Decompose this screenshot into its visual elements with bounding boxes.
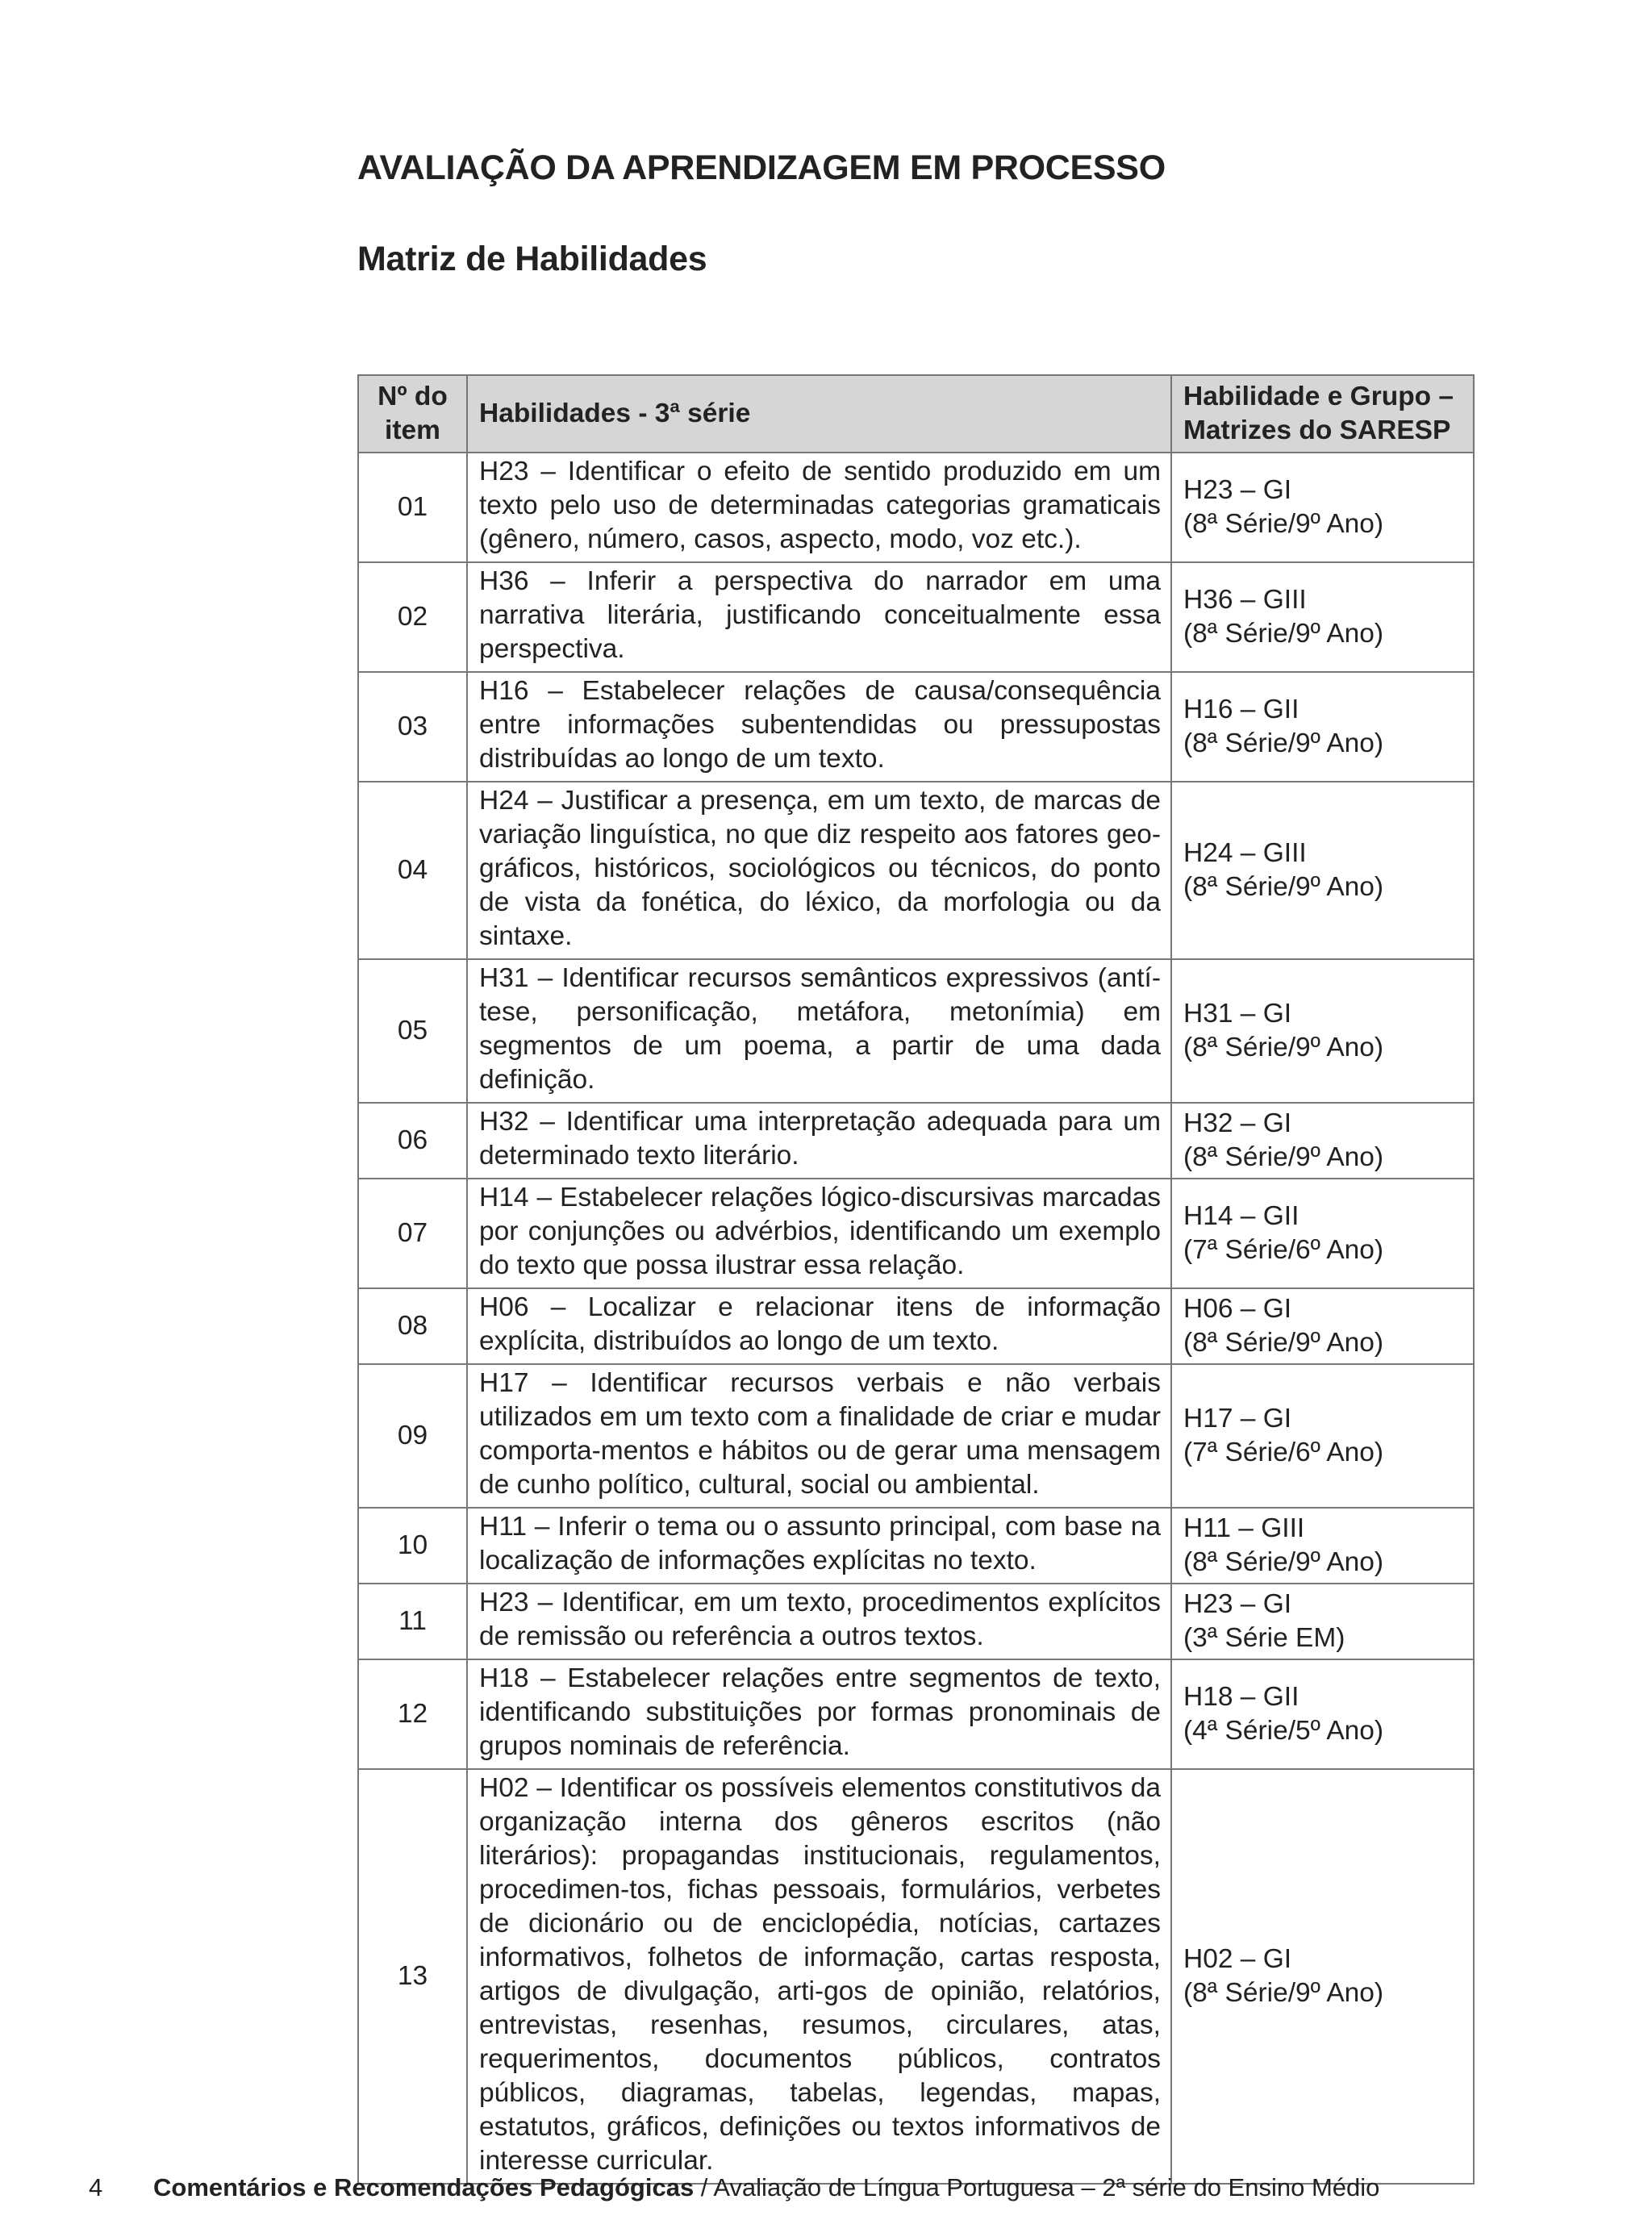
skill-group-code: H31 – GI — [1183, 999, 1292, 1029]
table-row — [358, 1364, 1474, 1508]
skill-group-grade: (8ª Série/9º Ano) — [1183, 1328, 1384, 1358]
skill-description-cell: H18 – Estabelecer relações entre segmentos de texto, identificando substituições por formas pronominais de grupos nominais de referência. — [467, 1659, 1171, 1769]
skill-group-cell — [1171, 562, 1474, 672]
skill-description-cell: H06 – Localizar e relacionar itens de informação explícita, distribuídos ao longo de um texto. — [467, 1288, 1171, 1364]
skill-group-cell — [1171, 782, 1474, 959]
table-row — [358, 453, 1474, 562]
skill-group-code: H36 – GIII — [1183, 585, 1307, 615]
skill-group-cell — [1171, 1659, 1474, 1769]
skill-group-grade: (8ª Série/9º Ano) — [1183, 1142, 1384, 1172]
skill-description-cell: H23 – Identificar, em um texto, procedimentos explícitos de remissão ou referência a outros textos. — [467, 1584, 1171, 1659]
skill-group-cell — [1171, 453, 1474, 562]
skill-group-code: H06 – GI — [1183, 1294, 1292, 1324]
page-title: AVALIAÇÃO DA APRENDIZAGEM EM PROCESSO — [357, 148, 1166, 187]
table-row — [358, 1508, 1474, 1584]
item-number-cell: 06 — [358, 1103, 467, 1179]
skill-description-cell: H17 – Identificar recursos verbais e não verbais utilizados em um texto com a finalidade de criar e mudar comporta-mentos e hábitos ou de gerar uma mensagem de cunho político, cultural, social ou ambiental. — [467, 1364, 1171, 1508]
item-number-cell: 01 — [358, 453, 467, 562]
table-header-row — [358, 375, 1474, 453]
header-skills: Habilidades - 3ª série — [467, 375, 1171, 453]
footer-publication-title: Comentários e Recomendações Pedagógicas — [153, 2173, 695, 2201]
skill-description-cell: H11 – Inferir o tema ou o assunto principal, com base na localização de informações explícitas no texto. — [467, 1508, 1171, 1584]
skill-group-code: H18 – GII — [1183, 1682, 1299, 1712]
table-row — [358, 782, 1474, 959]
item-number-cell: 03 — [358, 672, 467, 782]
skill-group-code: H02 – GI — [1183, 1944, 1292, 1974]
skill-group-grade: (8ª Série/9º Ano) — [1183, 728, 1384, 758]
header-skill-group: Habilidade e Grupo – Matrizes do SARESP — [1171, 375, 1474, 453]
skill-group-cell — [1171, 1364, 1474, 1508]
page-subtitle: Matriz de Habilidades — [357, 240, 707, 278]
skill-description-cell: H31 – Identificar recursos semânticos expressivos (antí-tese, personificação, metáfora, metonímia) em segmentos de um poema, a partir de uma dada definição. — [467, 959, 1171, 1103]
skill-group-grade: (8ª Série/9º Ano) — [1183, 1033, 1384, 1062]
table-row — [358, 1103, 1474, 1179]
table-row — [358, 1769, 1474, 2184]
table-row — [358, 672, 1474, 782]
skill-description-cell: H14 – Estabelecer relações lógico-discursivas marcadas por conjunções ou advérbios, identificando um exemplo do texto que possa ilustrar essa relação. — [467, 1179, 1171, 1288]
skill-group-grade: (8ª Série/9º Ano) — [1183, 1978, 1384, 2008]
item-number-cell: 07 — [358, 1179, 467, 1288]
item-number-cell: 09 — [358, 1364, 467, 1508]
skill-description-cell: H36 – Inferir a perspectiva do narrador em uma narrativa literária, justificando conceitualmente essa perspectiva. — [467, 562, 1171, 672]
table-row — [358, 959, 1474, 1103]
item-number-cell: 11 — [358, 1584, 467, 1659]
item-number-cell: 12 — [358, 1659, 467, 1769]
skill-group-code: H23 – GI — [1183, 475, 1292, 505]
skill-group-code: H14 – GII — [1183, 1201, 1299, 1231]
skill-group-grade: (3ª Série EM) — [1183, 1623, 1345, 1653]
skills-matrix-table — [357, 374, 1475, 2185]
skill-group-code: H24 – GIII — [1183, 838, 1307, 868]
page-number: 4 — [89, 2173, 103, 2201]
item-number-cell: 10 — [358, 1508, 467, 1584]
skill-description-cell: H32 – Identificar uma interpretação adequada para um determinado texto literário. — [467, 1103, 1171, 1179]
table-row — [358, 1179, 1474, 1288]
skill-group-code: H16 – GII — [1183, 695, 1299, 724]
skill-description-cell: H16 – Estabelecer relações de causa/consequência entre informações subentendidas ou pressupostas distribuídas ao longo de um texto. — [467, 672, 1171, 782]
skill-description-cell: H02 – Identificar os possíveis elementos constitutivos da organização interna dos gêneros escritos (não literários): propagandas institucionais, regulamentos, procedimen-tos, fichas pessoais, formulários, verbetes de dicionário ou de enciclopédia, notícias, cartazes informativos, folhetos de informação, cartas resposta, artigos de divulgação, arti-gos de opinião, relatórios, entrevistas, resenhas, resumos, circulares, atas, requerimentos, documentos públicos, contratos públicos, diagramas, tabelas, legendas, mapas, estatutos, gráficos, definições ou textos informativos de interesse curricular. — [467, 1769, 1171, 2184]
skill-group-cell — [1171, 1103, 1474, 1179]
item-number-cell: 13 — [358, 1769, 467, 2184]
table-row — [358, 562, 1474, 672]
skill-group-cell — [1171, 1288, 1474, 1364]
skill-group-cell — [1171, 672, 1474, 782]
skill-description-cell: H24 – Justificar a presença, em um texto, de marcas de variação linguística, no que diz respeito aos fatores geo-gráficos, históricos, sociológicos ou técnicos, do ponto de vista da fonética, do léxico, da morfologia ou da sintaxe. — [467, 782, 1171, 959]
skill-group-grade: (4ª Série/5º Ano) — [1183, 1716, 1384, 1746]
item-number-cell: 02 — [358, 562, 467, 672]
skill-group-grade: (8ª Série/9º Ano) — [1183, 1547, 1384, 1577]
skill-group-grade: (8ª Série/9º Ano) — [1183, 619, 1384, 649]
skill-group-code: H23 – GI — [1183, 1589, 1292, 1619]
skill-group-cell — [1171, 1179, 1474, 1288]
item-number-cell: 08 — [358, 1288, 467, 1364]
page-footer — [89, 2173, 1379, 2202]
footer-publication-subtitle: / Avaliação de Língua Portuguesa – 2ª série do Ensino Médio — [694, 2173, 1380, 2201]
table-row — [358, 1659, 1474, 1769]
header-item-number: Nº do item — [358, 375, 467, 453]
skill-group-grade: (7ª Série/6º Ano) — [1183, 1438, 1384, 1467]
table-row — [358, 1288, 1474, 1364]
skill-group-grade: (7ª Série/6º Ano) — [1183, 1235, 1384, 1265]
skill-group-cell — [1171, 1769, 1474, 2184]
skill-group-cell — [1171, 1584, 1474, 1659]
skill-group-code: H11 – GIII — [1183, 1513, 1305, 1543]
item-number-cell: 05 — [358, 959, 467, 1103]
item-number-cell: 04 — [358, 782, 467, 959]
skill-group-code: H17 – GI — [1183, 1404, 1292, 1434]
skill-group-grade: (8ª Série/9º Ano) — [1183, 872, 1384, 902]
table-row — [358, 1584, 1474, 1659]
skill-group-code: H32 – GI — [1183, 1108, 1292, 1138]
skill-group-cell — [1171, 1508, 1474, 1584]
skill-group-grade: (8ª Série/9º Ano) — [1183, 509, 1384, 539]
skill-group-cell — [1171, 959, 1474, 1103]
skill-description-cell: H23 – Identificar o efeito de sentido produzido em um texto pelo uso de determinadas categorias gramaticais (gênero, número, casos, aspecto, modo, voz etc.). — [467, 453, 1171, 562]
